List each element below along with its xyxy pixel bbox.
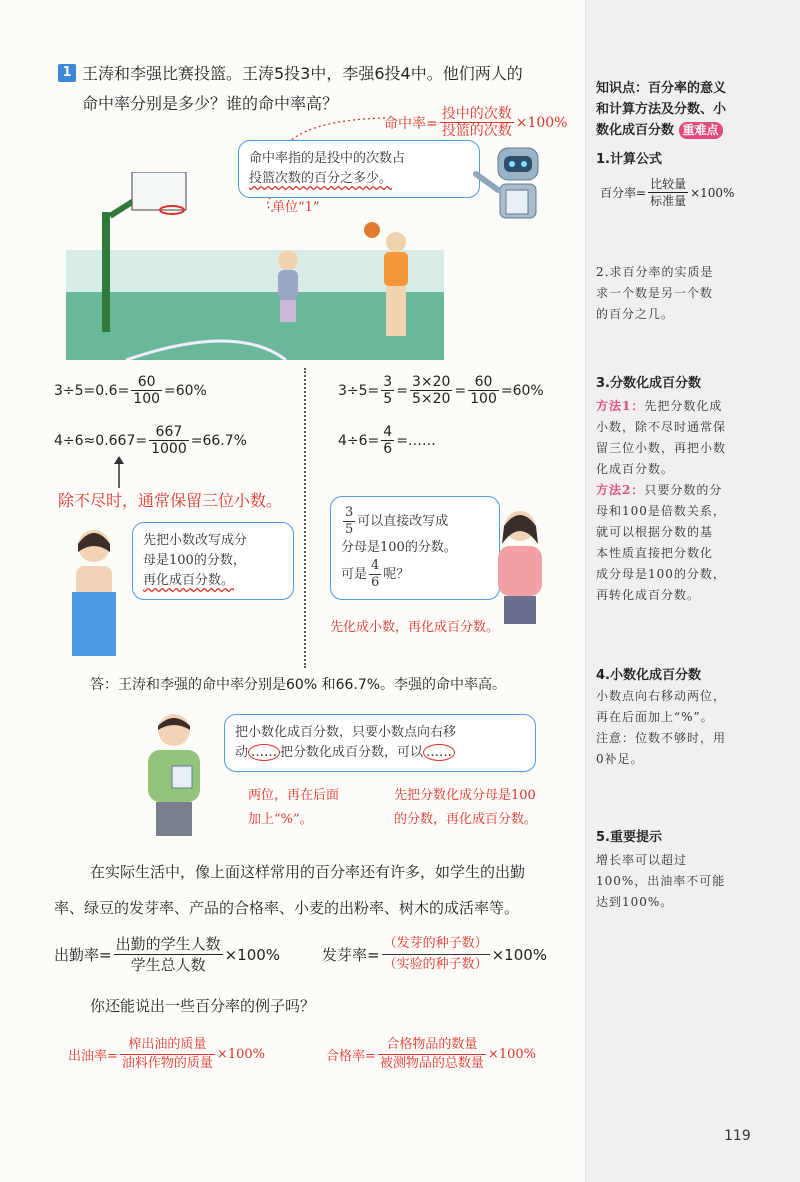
calc-fraction bbox=[149, 424, 189, 457]
sidebar-title-line: 数化成百分数 bbox=[596, 123, 675, 138]
sidebar-line: 成分母是100的分数， bbox=[596, 567, 726, 581]
basketball-court-illustration bbox=[66, 172, 444, 360]
calc-den: 1000 bbox=[151, 441, 187, 457]
section-4-text bbox=[596, 686, 726, 770]
calc-den: 5 bbox=[383, 391, 393, 407]
section-5-text bbox=[596, 850, 725, 913]
formula-numerator: 合格物品的数量 bbox=[378, 1036, 486, 1055]
sidebar-line: 本性质直接把分数化 bbox=[596, 546, 714, 560]
section-4-heading: 4.小数化成百分数 bbox=[596, 668, 701, 683]
calc-text: 4÷6= bbox=[338, 432, 380, 449]
calc-num: 3 bbox=[383, 374, 393, 390]
formula-tail: ×100% bbox=[216, 1047, 265, 1062]
unit-one-note: 单位“1” bbox=[272, 200, 320, 215]
calc-left-row-2 bbox=[54, 424, 247, 457]
bubble-line: 再化成百分数。 bbox=[143, 573, 235, 588]
calc-text: =66.7% bbox=[190, 432, 247, 449]
formula-fraction bbox=[440, 106, 514, 139]
formula-tail: ×100% bbox=[491, 945, 548, 964]
girl-right-speech-bubble bbox=[330, 496, 500, 600]
attendance-formula bbox=[54, 934, 280, 975]
formula-tail: ×100% bbox=[690, 185, 735, 200]
boy-speech-bubble bbox=[224, 714, 536, 772]
sidebar-line: 再在后面加上“%”。 bbox=[596, 710, 714, 724]
problem-number-badge: 1 bbox=[58, 64, 76, 82]
rounding-note: 除不尽时，通常保留三位小数。 bbox=[58, 491, 283, 510]
section-5-heading: 5.重要提示 bbox=[596, 830, 662, 845]
knowledge-sidebar bbox=[585, 0, 800, 1182]
pass-rate-formula bbox=[326, 1036, 536, 1073]
formula-fraction bbox=[648, 176, 688, 209]
sidebar-line: 达到100%。 bbox=[596, 895, 674, 909]
paragraph-line-1: 在实际生活中，像上面这样常用的百分率还有许多，如学生的出勤 bbox=[90, 863, 526, 881]
section-3-text bbox=[596, 396, 726, 606]
sidebar-line: 再转化成百分数。 bbox=[596, 588, 701, 602]
bubble-line: 母是100的分数， bbox=[143, 553, 246, 568]
page-number: 119 bbox=[724, 1128, 751, 1144]
girl-left-speech-bubble bbox=[132, 522, 294, 600]
calc-right-row-2 bbox=[338, 424, 436, 457]
formula-denominator: 被测物品的总数量 bbox=[379, 1056, 484, 1071]
sidebar-line: 只要分数的分 bbox=[644, 483, 723, 497]
bubble-den: 5 bbox=[345, 522, 354, 537]
up-arrow-icon bbox=[112, 456, 126, 488]
formula-lhs: 出油率= bbox=[68, 1049, 118, 1064]
note-line: 两位，再在后面 bbox=[248, 788, 340, 803]
section-1-heading: 1.计算公式 bbox=[596, 152, 662, 167]
calc-fraction bbox=[381, 424, 394, 457]
sidebar-line: 的百分之几。 bbox=[596, 307, 675, 321]
sidebar-title bbox=[596, 78, 726, 141]
sidebar-line: 小数，除不尽时通常保 bbox=[596, 420, 727, 434]
formula-fraction bbox=[382, 934, 490, 975]
germination-formula bbox=[322, 934, 547, 975]
bubble-line: 分母是100的分数。 bbox=[341, 540, 457, 555]
bubble-fraction bbox=[343, 505, 355, 538]
formula-fraction bbox=[120, 1036, 215, 1073]
bubble-line: 动 bbox=[235, 745, 249, 760]
girl-right-illustration bbox=[486, 504, 556, 624]
sidebar-title-line: 知识点：百分率的意义 bbox=[596, 81, 727, 96]
sidebar-line: 2.求百分率的实质是 bbox=[596, 265, 714, 279]
calc-text: 4÷6≈0.667= bbox=[54, 432, 148, 449]
formula-numerator: 出勤的学生人数 bbox=[115, 935, 221, 953]
sidebar-line: 留三位小数，再把小数 bbox=[596, 441, 727, 455]
calc-fraction bbox=[468, 374, 499, 407]
formula-tail: ×100% bbox=[515, 114, 568, 131]
sidebar-line: 母和100是倍数关系， bbox=[596, 504, 726, 518]
note-line: 先把分数化成分母是100 bbox=[394, 788, 536, 803]
calc-num: 3×20 bbox=[411, 374, 451, 390]
calc-text: =…… bbox=[396, 432, 436, 449]
formula-lhs: 命中率= bbox=[384, 115, 438, 132]
formula-denominator: 学生总人数 bbox=[130, 956, 206, 974]
convert-note: 先化成小数，再化成百分数。 bbox=[330, 620, 500, 635]
bubble-den: 6 bbox=[371, 575, 380, 590]
calc-fraction bbox=[131, 374, 162, 407]
calc-text: 3÷5=0.6= bbox=[54, 382, 130, 399]
problem-line-1: 王涛和李强比赛投篮。王涛5投3中，李强6投4中。他们两人的 bbox=[82, 64, 523, 83]
formula-tail: ×100% bbox=[224, 945, 281, 964]
hit-rate-formula bbox=[384, 106, 568, 139]
bubble-line: 先把小数改写成分 bbox=[143, 533, 248, 548]
formula-lhs: 百分率= bbox=[600, 186, 647, 200]
calc-num: 60 bbox=[131, 374, 162, 391]
sidebar-line: 先把分数化成 bbox=[644, 399, 723, 413]
calc-left-row-1 bbox=[54, 374, 207, 407]
formula-numerator: 榨出油的质量 bbox=[120, 1036, 215, 1055]
calc-den: 6 bbox=[383, 441, 393, 457]
bubble-line: 可以直接改写成 bbox=[357, 513, 449, 529]
robot-illustration bbox=[468, 140, 568, 225]
calc-num: 4 bbox=[383, 424, 393, 440]
method-2-label: 方法2： bbox=[596, 483, 645, 497]
sidebar-line: 0补足。 bbox=[596, 752, 644, 766]
formula-lhs: 发芽率= bbox=[322, 946, 380, 964]
calc-text: =60% bbox=[500, 382, 544, 399]
sidebar-line: 化成百分数。 bbox=[596, 462, 675, 476]
formula-tail: ×100% bbox=[487, 1047, 536, 1062]
formula-denominator: （实验的种子数） bbox=[383, 957, 488, 972]
bubble-line: 可是 bbox=[341, 566, 368, 582]
formula-denominator: 投篮的次数 bbox=[441, 123, 512, 139]
sidebar-line: 100%，出油率不可能 bbox=[596, 874, 726, 888]
blank-circle-1: …… bbox=[248, 744, 280, 761]
calc-right-row-1: 3÷5= $\frac{3}{5}$ = $\frac{3\times 20}{5\times 20}$ = $\frac{60}{100}$ =60% bbox=[338, 374, 544, 407]
section-2-text bbox=[596, 262, 713, 325]
sidebar-line: 注意：位数不够时，用 bbox=[596, 731, 727, 745]
calc-text: =60% bbox=[164, 382, 207, 399]
robot-bubble-line-1: 命中率指的是投中的次数占 bbox=[249, 151, 406, 166]
sidebar-line: 增长率可以超过 bbox=[596, 853, 688, 867]
formula-lhs: 出勤率= bbox=[54, 946, 112, 964]
bubble-line: 呢？ bbox=[383, 566, 410, 582]
section-3-heading: 3.分数化成百分数 bbox=[596, 376, 701, 391]
boy-note-fraction bbox=[394, 784, 537, 832]
problem-line-2: 命中率分别是多少？谁的命中率高？ bbox=[82, 94, 339, 113]
formula-numerator: 投中的次数 bbox=[441, 106, 512, 122]
formula-numerator: 比较量 bbox=[650, 177, 687, 191]
formula-fraction bbox=[378, 1036, 486, 1073]
formula-fraction bbox=[114, 934, 223, 975]
note-line: 的分数，再化成百分数。 bbox=[394, 812, 538, 827]
key-point-tag: 重难点 bbox=[679, 122, 723, 139]
oil-rate-formula bbox=[68, 1036, 265, 1073]
robot-bubble-line-2: 投篮次数的百分之多少。 bbox=[249, 171, 393, 186]
sidebar-title-line: 和计算方法及分数、小 bbox=[596, 102, 727, 117]
calc-den: 100 bbox=[133, 391, 161, 407]
calc-den: 100 bbox=[470, 391, 497, 407]
sidebar-formula bbox=[600, 176, 734, 209]
calc-den: 5×20 bbox=[411, 391, 451, 407]
bubble-num: 4 bbox=[371, 558, 380, 573]
blank-circle-2: …… bbox=[423, 744, 455, 761]
sidebar-line: 就可以根据分数的基 bbox=[596, 525, 714, 539]
calc-text: 3÷5= bbox=[338, 382, 380, 399]
bubble-line: 把分数化成百分数，可以 bbox=[280, 745, 424, 760]
calc-num: 667 bbox=[149, 424, 189, 441]
divider-dotted bbox=[304, 368, 306, 668]
question-text: 你还能说出一些百分率的例子吗？ bbox=[90, 997, 316, 1015]
bubble-fraction bbox=[369, 558, 381, 591]
note-line: 加上“%”。 bbox=[248, 812, 313, 827]
boy-illustration bbox=[132, 706, 216, 836]
bubble-num: 3 bbox=[345, 505, 354, 520]
paragraph-line-2: 率、绿豆的发芽率、产品的合格率、小麦的出粉率、树木的成活率等。 bbox=[54, 899, 520, 917]
method-1-label: 方法1： bbox=[596, 399, 645, 413]
calc-num: 60 bbox=[468, 374, 499, 391]
answer-text: 答：王涛和李强的命中率分别是60% 和66.7%。李强的命中率高。 bbox=[90, 677, 507, 693]
calc-fraction bbox=[410, 374, 452, 407]
sidebar-line: 小数点向右移动两位， bbox=[596, 689, 727, 703]
formula-lhs: 合格率= bbox=[326, 1049, 376, 1064]
formula-denominator: 标准量 bbox=[650, 194, 687, 208]
sidebar-line: 求一个数是另一个数 bbox=[596, 286, 714, 300]
calc-fraction bbox=[381, 374, 394, 407]
boy-note-decimal bbox=[248, 784, 339, 832]
formula-denominator: 油料作物的质量 bbox=[121, 1056, 213, 1071]
bubble-line: 把小数化成百分数，只要小数点向右移 bbox=[235, 725, 457, 740]
girl-left-illustration bbox=[62, 522, 126, 656]
formula-numerator: （发芽的种子数） bbox=[382, 934, 490, 955]
